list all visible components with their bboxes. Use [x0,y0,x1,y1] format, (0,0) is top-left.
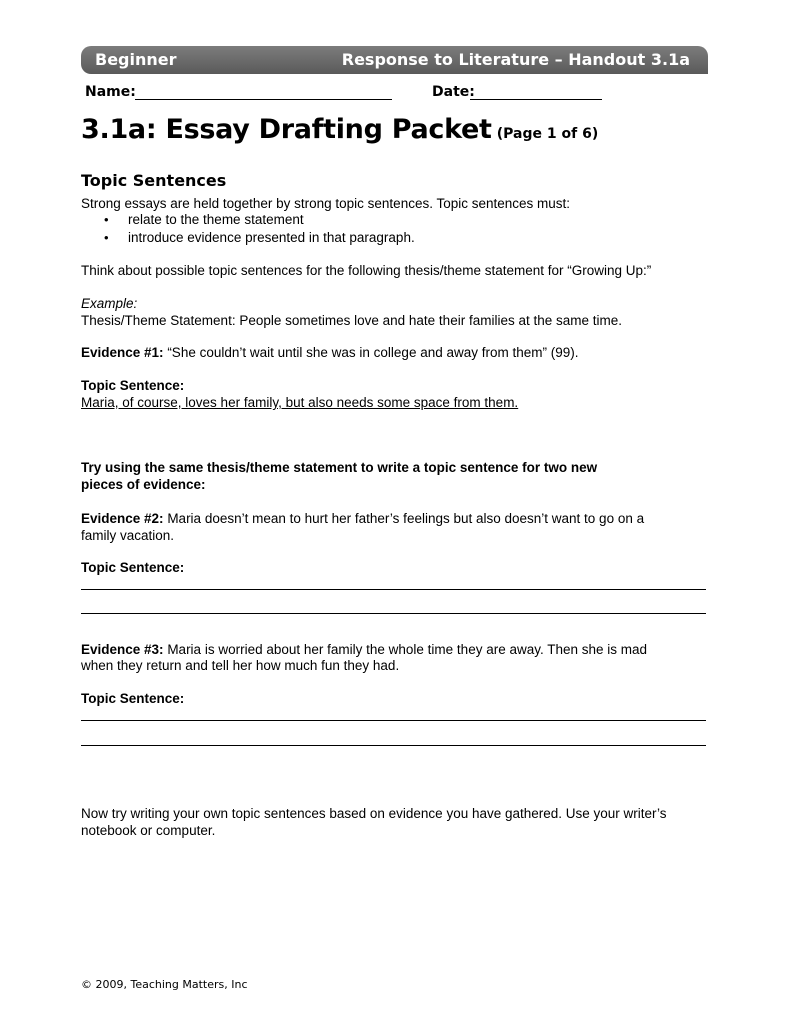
name-field-line[interactable] [135,99,392,100]
answer-line-2a[interactable] [81,589,706,590]
evidence-3-text: Maria is worried about her family the whole time they are away. Then she is mad [167,642,648,657]
task-instruction-line2: pieces of evidence: [81,477,206,492]
evidence-2-topic-label: Topic Sentence: [81,560,185,575]
title-page-count: (Page 1 of 6) [496,126,599,142]
evidence-2 [81,510,644,527]
title-main: 3.1a: Essay Drafting Packet [81,114,492,145]
page-title [81,114,598,145]
name-label: Name: [85,84,136,100]
date-label: Date: [432,84,475,100]
evidence-1-label: Evidence #1: [81,345,164,360]
evidence-2-text: Maria doesn’t mean to hurt her father’s feelings but also doesn’t want to go on a [167,511,645,526]
answer-line-2b[interactable] [81,613,706,614]
bullet-item: relate to the theme statement [128,212,304,227]
evidence-1-text: “She couldn’t wait until she was in college and away from them” (99). [167,345,579,360]
bullet-icon: • [104,212,109,227]
section-heading: Topic Sentences [81,171,227,190]
evidence-2-line2: family vacation. [81,528,175,543]
example-label: Example: [81,296,138,311]
footer-copyright: © 2009, Teaching Matters, Inc [81,978,248,991]
level-label: Beginner [95,50,177,69]
task-instruction-line1: Try using the same thesis/theme statement to write a topic sentence for two new [81,460,598,475]
example-topic-sentence: Maria, of course, loves her family, but also needs some space from them. [81,395,519,410]
example-topic-label: Topic Sentence: [81,378,185,393]
evidence-3-topic-label: Topic Sentence: [81,691,185,706]
header-banner [81,46,708,74]
date-field-line[interactable] [470,99,602,100]
evidence-2-label: Evidence #2: [81,511,164,526]
closing-line2: notebook or computer. [81,823,216,838]
answer-line-3a[interactable] [81,720,706,721]
thesis-statement: Thesis/Theme Statement: People sometimes love and hate their families at the same time. [81,313,623,328]
answer-line-3b[interactable] [81,745,706,746]
handout-title: Response to Literature – Handout 3.1a [341,50,690,69]
prompt-text: Think about possible topic sentences for the following thesis/theme statement for “Growing Up:” [81,263,652,278]
evidence-3-label: Evidence #3: [81,642,164,657]
intro-text: Strong essays are held together by strong topic sentences. Topic sentences must: [81,196,571,211]
evidence-3-line2: when they return and tell her how much fun they had. [81,658,400,673]
bullet-item: introduce evidence presented in that paragraph. [128,230,415,245]
evidence-1 [81,344,579,361]
bullet-icon: • [104,230,109,245]
evidence-3 [81,641,647,658]
closing-line1: Now try writing your own topic sentences based on evidence you have gathered. Use your writer’s [81,806,667,821]
